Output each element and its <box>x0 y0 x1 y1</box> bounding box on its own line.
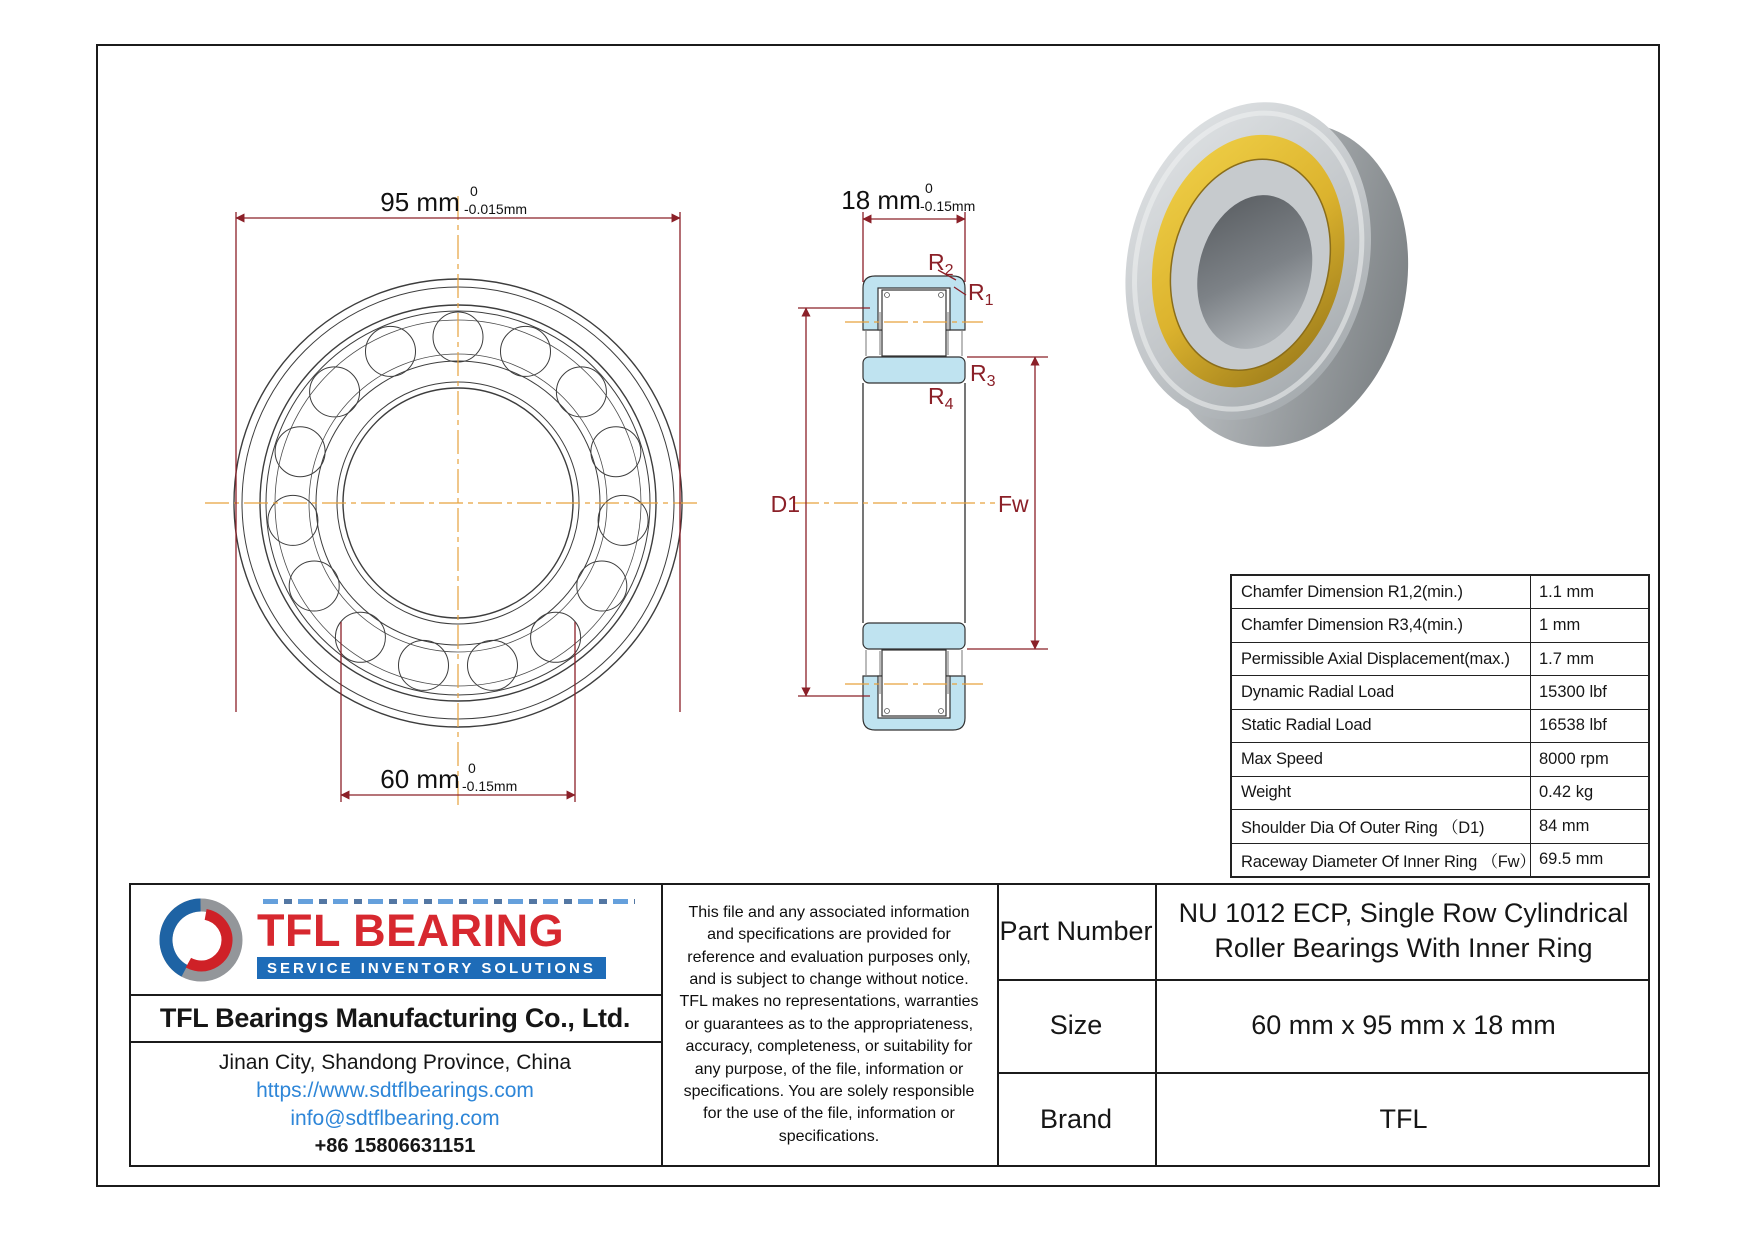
company-email-link[interactable]: info@sdtflbearing.com <box>290 1106 500 1130</box>
fw-label: Fw <box>998 491 1029 517</box>
logo-tagline: SERVICE INVENTORY SOLUTIONS <box>257 957 606 979</box>
field-value-part-number: NU 1012 ECP, Single Row Cylindrical Roller Bearings With Inner Ring <box>1178 897 1629 963</box>
dim-18-tol-bot: -0.15mm <box>920 198 976 214</box>
spec-label: Max Speed <box>1241 749 1323 768</box>
dim-95-value: 95 mm <box>380 187 460 217</box>
spec-label: Chamfer Dimension R3,4(min.) <box>1241 616 1463 635</box>
spec-label: Weight <box>1241 783 1291 802</box>
dim-95-tol-bot: -0.015mm <box>464 201 528 217</box>
company-logo <box>131 885 659 992</box>
field-value-size: 60 mm x 95 mm x 18 mm <box>1251 1009 1556 1040</box>
dimension-fw <box>967 357 1048 649</box>
dim-60-tol-bot: -0.15mm <box>462 778 518 794</box>
table-row <box>1232 776 1648 809</box>
d1-label: D1 <box>770 491 800 517</box>
spec-value: 1.7 mm <box>1530 643 1648 675</box>
table-row <box>1232 742 1648 775</box>
company-website-link[interactable]: https://www.sdtflbearings.com <box>256 1078 534 1102</box>
bearing-3d-render <box>1088 76 1444 474</box>
spec-label: Chamfer Dimension R1,2(min.) <box>1241 582 1463 601</box>
company-contact <box>131 1043 659 1165</box>
spec-label: Shoulder Dia Of Outer Ring （D1) <box>1241 819 1485 838</box>
spec-value: 0.42 kg <box>1530 777 1648 809</box>
logo-fine-print <box>263 899 635 904</box>
field-label-part-number: Part Number <box>999 915 1153 946</box>
table-row <box>1232 608 1648 641</box>
spec-value: 15300 lbf <box>1530 676 1648 708</box>
field-label-size: Size <box>1049 1010 1103 1040</box>
disclaimer: This file and any associated information and specifications are provided for reference and evaluation purposes only, and is subject to change without notice. TFL makes no representations, warranties or guarantees as to the appropriateness, accuracy, completeness, or suitability for any purpose, of the file, information or specifications. You are solely responsible for the use of the file, information or specifications. <box>679 903 979 1145</box>
spec-value: 16538 lbf <box>1530 710 1648 742</box>
logo-swirl-icon <box>155 893 247 985</box>
spec-value: 1.1 mm <box>1530 576 1648 608</box>
r2-label: $R_2$ <box>928 249 954 279</box>
spec-label: Permissible Axial Displacement(max.) <box>1241 649 1510 668</box>
company-name: TFL Bearings Manufacturing Co., Ltd. <box>159 1003 631 1033</box>
field-value-brand: TFL <box>1379 1103 1428 1134</box>
table-row <box>1232 642 1648 675</box>
field-label-brand: Brand <box>1039 1104 1113 1134</box>
dim-95-tol-top: 0 <box>470 183 478 199</box>
spec-value: 8000 rpm <box>1530 743 1648 775</box>
r3-label: $R_3$ <box>970 360 996 390</box>
spec-label: Static Radial Load <box>1241 716 1372 735</box>
spec-value: 69.5 mm <box>1530 844 1648 876</box>
table-row <box>1232 709 1648 742</box>
r1-label: $R_1$ <box>968 279 994 309</box>
spec-table <box>1230 574 1650 878</box>
table-row <box>1232 843 1648 876</box>
spec-label: Dynamic Radial Load <box>1241 683 1395 702</box>
r4-label: $R_4$ <box>928 383 954 413</box>
spec-value: 84 mm <box>1530 810 1648 842</box>
dimension-d1 <box>771 308 870 696</box>
dim-18-value: 18 mm <box>841 185 921 215</box>
company-address: Jinan City, Shandong Province, China <box>218 1050 572 1074</box>
spec-value: 1 mm <box>1530 609 1648 641</box>
dim-60-tol-top: 0 <box>468 760 476 776</box>
dim-18-tol-top: 0 <box>925 180 933 196</box>
dim-60-value: 60 mm <box>380 764 460 794</box>
company-phone: +86 15806631151 <box>314 1134 476 1157</box>
logo-brand-text: TFL BEARING <box>257 904 565 956</box>
table-row <box>1232 576 1648 608</box>
table-row <box>1232 809 1648 842</box>
spec-label: Raceway Diameter Of Inner Ring （Fw） <box>1241 852 1536 871</box>
table-row <box>1232 675 1648 708</box>
dimension-18mm <box>841 180 975 282</box>
